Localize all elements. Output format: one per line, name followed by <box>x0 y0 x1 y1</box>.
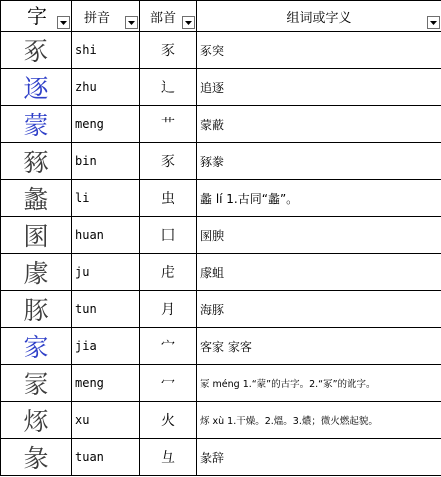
pinyin-cell[interactable]: huan <box>72 217 140 254</box>
ciyu-cell[interactable]: 烼 xù 1.干燥。2.熅。3.燶；微火燃起貌。 <box>197 402 441 439</box>
header-zi-label: 字 <box>27 4 47 28</box>
zi-cell[interactable]: 家 <box>1 328 72 365</box>
dropdown-arrow-icon <box>60 21 67 25</box>
bushou-cell[interactable]: 宀 <box>140 328 197 365</box>
pinyin-cell[interactable]: bin <box>72 143 140 180</box>
table-row <box>1 106 441 143</box>
ciyu-cell[interactable]: 海豚 <box>197 291 441 328</box>
ciyu-filter-button[interactable] <box>427 16 440 29</box>
bushou-cell[interactable]: 豕 <box>140 143 197 180</box>
dropdown-arrow-icon <box>430 21 437 25</box>
bushou-filter-button[interactable] <box>182 16 195 29</box>
bushou-cell[interactable]: 豕 <box>140 32 197 69</box>
ciyu-cell[interactable]: 豩豢 <box>197 143 441 180</box>
pinyin-cell[interactable]: tun <box>72 291 140 328</box>
bushou-cell[interactable]: 囗 <box>140 217 197 254</box>
table-row <box>1 32 441 69</box>
pinyin-cell[interactable]: meng <box>72 365 140 402</box>
dropdown-arrow-icon <box>128 21 135 25</box>
bushou-cell[interactable]: 冖 <box>140 365 197 402</box>
pinyin-cell[interactable]: shi <box>72 32 140 69</box>
table-row <box>1 180 441 217</box>
table-row <box>1 439 441 476</box>
bushou-cell[interactable]: 虍 <box>140 254 197 291</box>
table-row <box>1 143 441 180</box>
zi-cell[interactable]: 烼 <box>1 402 72 439</box>
table-row <box>1 402 441 439</box>
zi-cell[interactable]: 蒙 <box>1 106 72 143</box>
pinyin-cell[interactable]: li <box>72 180 140 217</box>
ciyu-cell[interactable]: 豖突 <box>197 32 441 69</box>
header-zi-cell <box>1 1 72 32</box>
zi-cell[interactable]: 彖 <box>1 439 72 476</box>
pinyin-cell[interactable]: ju <box>72 254 140 291</box>
ciyu-cell[interactable]: 追逐 <box>197 69 441 106</box>
ciyu-cell[interactable]: 客家 家客 <box>197 328 441 365</box>
table-row <box>1 328 441 365</box>
header-pinyin-label: 拼音 <box>84 10 111 26</box>
ciyu-cell[interactable]: 蒙蔽 <box>197 106 441 143</box>
header-row <box>1 1 441 32</box>
pinyin-cell[interactable]: tuan <box>72 439 140 476</box>
pinyin-cell[interactable]: meng <box>72 106 140 143</box>
ciyu-cell[interactable]: 蠡 lí 1.古同“蠡”。 <box>197 180 441 217</box>
header-ciyu-label: 组词或字义 <box>286 10 352 26</box>
ciyu-cell[interactable]: 彖辞 <box>197 439 441 476</box>
header-bushou-label: 部首 <box>150 10 177 26</box>
table-row <box>1 365 441 402</box>
table-row <box>1 291 441 328</box>
zi-cell[interactable]: 豩 <box>1 143 72 180</box>
table-row <box>1 254 441 291</box>
ciyu-cell[interactable]: 圂腴 <box>197 217 441 254</box>
zi-cell[interactable]: 豦 <box>1 254 72 291</box>
header-ciyu-cell <box>197 1 441 32</box>
zi-filter-button[interactable] <box>57 16 70 29</box>
dropdown-arrow-icon <box>185 21 192 25</box>
zi-cell[interactable]: 豚 <box>1 291 72 328</box>
zi-cell[interactable]: 圂 <box>1 217 72 254</box>
zi-cell[interactable]: 蠡 <box>1 180 72 217</box>
pinyin-cell[interactable]: zhu <box>72 69 140 106</box>
table-row <box>1 69 441 106</box>
ciyu-cell[interactable]: 豦蛆 <box>197 254 441 291</box>
ciyu-cell[interactable]: 冡 méng 1.“蒙”的古字。2.“冢”的讹字。 <box>197 365 441 402</box>
header-pinyin-cell <box>72 1 140 32</box>
pinyin-cell[interactable]: jia <box>72 328 140 365</box>
bushou-cell[interactable]: 彑 <box>140 439 197 476</box>
zi-cell[interactable]: 逐 <box>1 69 72 106</box>
header-bushou-cell <box>140 1 197 32</box>
bushou-cell[interactable]: 虫 <box>140 180 197 217</box>
bushou-cell[interactable]: 月 <box>140 291 197 328</box>
zi-cell[interactable]: 豖 <box>1 32 72 69</box>
bushou-cell[interactable]: 火 <box>140 402 197 439</box>
pinyin-cell[interactable]: xu <box>72 402 140 439</box>
bushou-cell[interactable]: 艹 <box>140 106 197 143</box>
table-row <box>1 217 441 254</box>
pinyin-filter-button[interactable] <box>125 16 138 29</box>
zi-cell[interactable]: 冡 <box>1 365 72 402</box>
bushou-cell[interactable]: 辶 <box>140 69 197 106</box>
